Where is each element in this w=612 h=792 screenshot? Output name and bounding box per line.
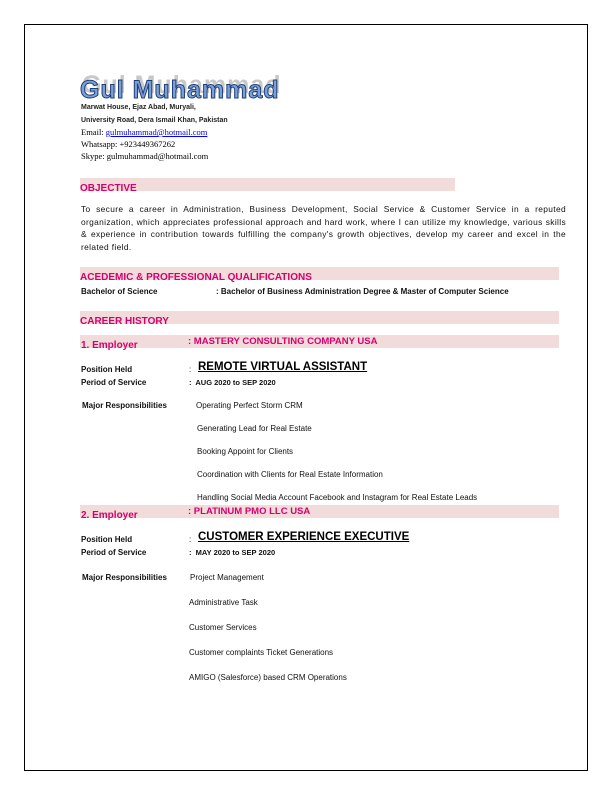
name-title: Gul Muhammad <box>80 76 280 104</box>
degree-label: Bachelor of Science <box>81 287 158 296</box>
qualifications-heading-bar <box>80 267 559 283</box>
employer-2-position: CUSTOMER EXPERIENCE EXECUTIVE <box>198 531 410 543</box>
degree-value: : Bachelor of Business Administration Degree & Master of Computer Science <box>216 287 509 296</box>
responsibility-item: Booking Appoint for Clients <box>197 447 294 456</box>
position-label: Position Held <box>81 535 133 544</box>
employer-1-number: 1. Employer <box>81 340 138 351</box>
responsibility-item: Customer Services <box>189 623 257 632</box>
address-line1: Marwat House, Ejaz Abad, Muryali, <box>81 104 196 111</box>
responsibility-item: Administrative Task <box>189 598 258 607</box>
email-line <box>81 127 207 137</box>
objective-text: To secure a career in Administration, Business Development, Social Service & Customer Service in a reputed organization, which appreciates professional approach and hard work, where I can utilize my knowledge, various skills & experience in contribution towards fulfilling the company's growth objectives, develop my career and excel in the related field. <box>81 204 566 252</box>
skype: Skype: gulmuhammad@hotmail.com <box>81 151 209 161</box>
qualifications-heading: ACEDEMIC & PROFESSIONAL QUALIFICATIONS <box>80 272 312 283</box>
responsibilities-label: Major Responsibilities <box>82 573 167 582</box>
employer-2-bar <box>80 505 559 521</box>
colon: : <box>189 535 192 544</box>
colon: : <box>189 365 192 374</box>
responsibilities-label: Major Responsibilities <box>82 401 167 410</box>
address-line2: University Road, Dera Ismail Khan, Pakistan <box>81 117 228 124</box>
period-value: MAY 2020 to SEP 2020 <box>195 548 276 557</box>
responsibility-item: Generating Lead for Real Estate <box>197 424 312 433</box>
responsibility-item: Customer complaints Ticket Generations <box>189 648 334 657</box>
responsibility-item: Coordination with Clients for Real Estate Information <box>197 470 383 479</box>
period-label: Period of Service <box>81 378 147 387</box>
position-label: Position Held <box>81 365 133 374</box>
career-heading-bar <box>80 311 559 327</box>
employer-1-company: : MASTERY CONSULTING COMPANY USA <box>188 336 378 347</box>
employer-2-company: : PLATINUM PMO LLC USA <box>188 506 311 517</box>
responsibility-item: Project Management <box>190 573 264 582</box>
name-logo <box>80 74 284 102</box>
employer-1-position: REMOTE VIRTUAL ASSISTANT <box>198 361 368 373</box>
responsibility-item: AMIGO (Salesforce) based CRM Operations <box>189 673 347 682</box>
period-value: AUG 2020 to SEP 2020 <box>195 378 276 387</box>
responsibility-item: Handling Social Media Account Facebook and Instagram for Real Estate Leads <box>197 493 478 502</box>
employer-1-period: : AUG 2020 to SEP 2020 <box>189 378 276 387</box>
responsibility-item: Operating Perfect Storm CRM <box>196 401 303 410</box>
objective-heading-bar <box>80 178 455 194</box>
email-link[interactable]: gulmuhammad@hotmail.com <box>105 127 208 137</box>
whatsapp: Whatsapp: +923449367262 <box>81 139 176 149</box>
objective-heading: OBJECTIVE <box>80 183 137 194</box>
email-label: Email: <box>81 127 104 137</box>
employer-2-number: 2. Employer <box>81 510 138 521</box>
employer-2-period: : MAY 2020 to SEP 2020 <box>189 548 276 557</box>
career-heading: CAREER HISTORY <box>80 316 169 327</box>
employer-1-bar <box>80 335 559 351</box>
period-label: Period of Service <box>81 548 147 557</box>
